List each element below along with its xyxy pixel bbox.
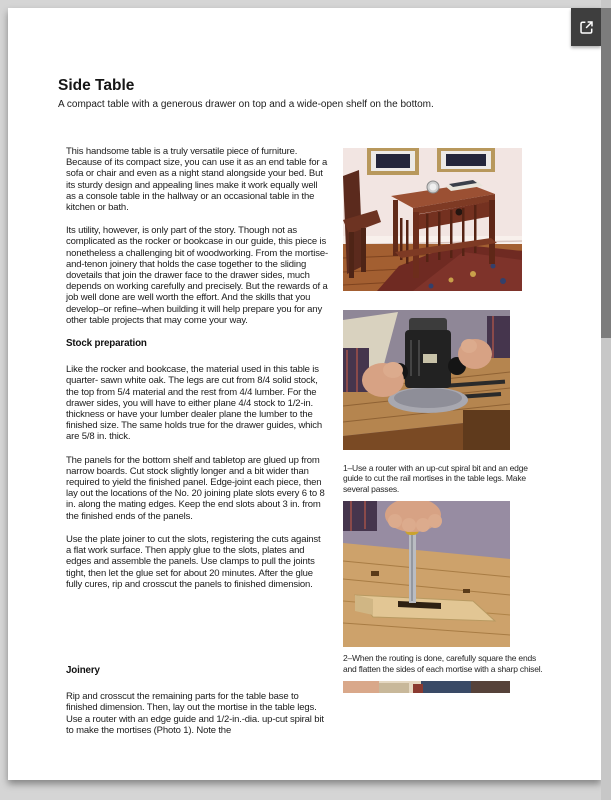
chisel-photo <box>343 501 510 647</box>
stock-paragraph-1: Like the rocker and bookcase, the material used in this table is quarter- sawn white oak. The legs are cut from 8/4 solid stock, the top from 5/4 material and the rest from 4/4 lumber. For the drawer sides, you will have to either plane 4/4 stock to 1/2-in. thickness or have your lumber dealer plane the lumber to the finished size. The same holds true for the drawer guides, which are 5/8 in. thick. <box>66 364 322 443</box>
scrollbar-track[interactable] <box>601 0 611 800</box>
stock-paragraph-2: The panels for the bottom shelf and tabletop are glued up from narrow boards. Cut stock slightly longer and a bit wider than required to yield the finished panel. Edge-joint each piece, then lay out the locations of the No. 20 joining plate slots every 6 to 8 in. along the mating edges. Keep the end slots about 3 in. from the finished ends of the panels. <box>66 454 325 522</box>
article-header <box>58 76 538 111</box>
stock-paragraph-3: Use the plate joiner to cut the slots, registering the cuts against a flat work surface. Then apply glue to the slots, plates and edges and assemble the panels. Use clamps to pull the joints tight, then let the glue set for about 20 minutes. After the glue fully cures, rip and crosscut the panels to finished dimension. <box>66 533 321 590</box>
figure-side-table <box>343 148 548 291</box>
intro-paragraph-1: This handsome table is a truly versatile piece of furniture. Because of its compact size, you can use it as an end table for a sofa or chair and even as a night stand alongside your bed. But its sturdy design and appealing lines make it work equally well as a console table in the hallway or an occasional table in the kitchen or bath. <box>66 146 328 214</box>
side-table-photo <box>343 148 522 291</box>
joinery-heading: Joinery <box>66 664 100 676</box>
router-photo <box>343 310 510 450</box>
figure-column <box>343 148 548 693</box>
page-title: Side Table <box>58 77 135 94</box>
page-subtitle: A compact table with a generous drawer on top and a wide-open shelf on the bottom. <box>58 99 434 110</box>
partial-photo-sliver <box>343 681 510 693</box>
figure-caption-2: 2–When the routing is done, carefully square the ends and flatten the sides of each mortise with a sharp chisel. <box>343 653 543 674</box>
figure-chisel <box>343 501 548 647</box>
document-page <box>8 8 601 780</box>
joinery-paragraph-1: Rip and crosscut the remaining parts for the table base to finished dimension. Then, lay out the mortise in the table legs. Use a router with an edge guide and 1/2-in.-dia. up-cut spiral bit to make the mortises (Photo 1). Note the <box>66 691 324 736</box>
scrollbar-thumb[interactable] <box>601 8 611 338</box>
intro-paragraph-2: Its utility, however, is only part of the story. Though not as complicated as the rocker or bookcase in our guide, this piece is nonetheless a challenging bit of woodworking. From the mortise-and-tenon joinery that holds the case together to the sliding dovetails that join the drawer face to the drawer sides, much depends on working carefully and precisely. But the rewards of a job well done are well worth the effort. And the skills that you develop–or refine–when building it will help prepare you for any other table projects that may come your way. <box>66 225 328 326</box>
stock-preparation-heading: Stock preparation <box>66 338 147 350</box>
figure-caption-1: 1–Use a router with an up-cut spiral bit and an edge guide to cut the rail mortises in the table legs. Make several passes. <box>343 463 528 494</box>
article-text-column <box>66 146 328 748</box>
figure-partial-photo <box>343 681 548 693</box>
figure-router <box>343 310 548 450</box>
open-in-new-button[interactable] <box>571 8 601 46</box>
open-in-new-icon <box>578 19 595 36</box>
